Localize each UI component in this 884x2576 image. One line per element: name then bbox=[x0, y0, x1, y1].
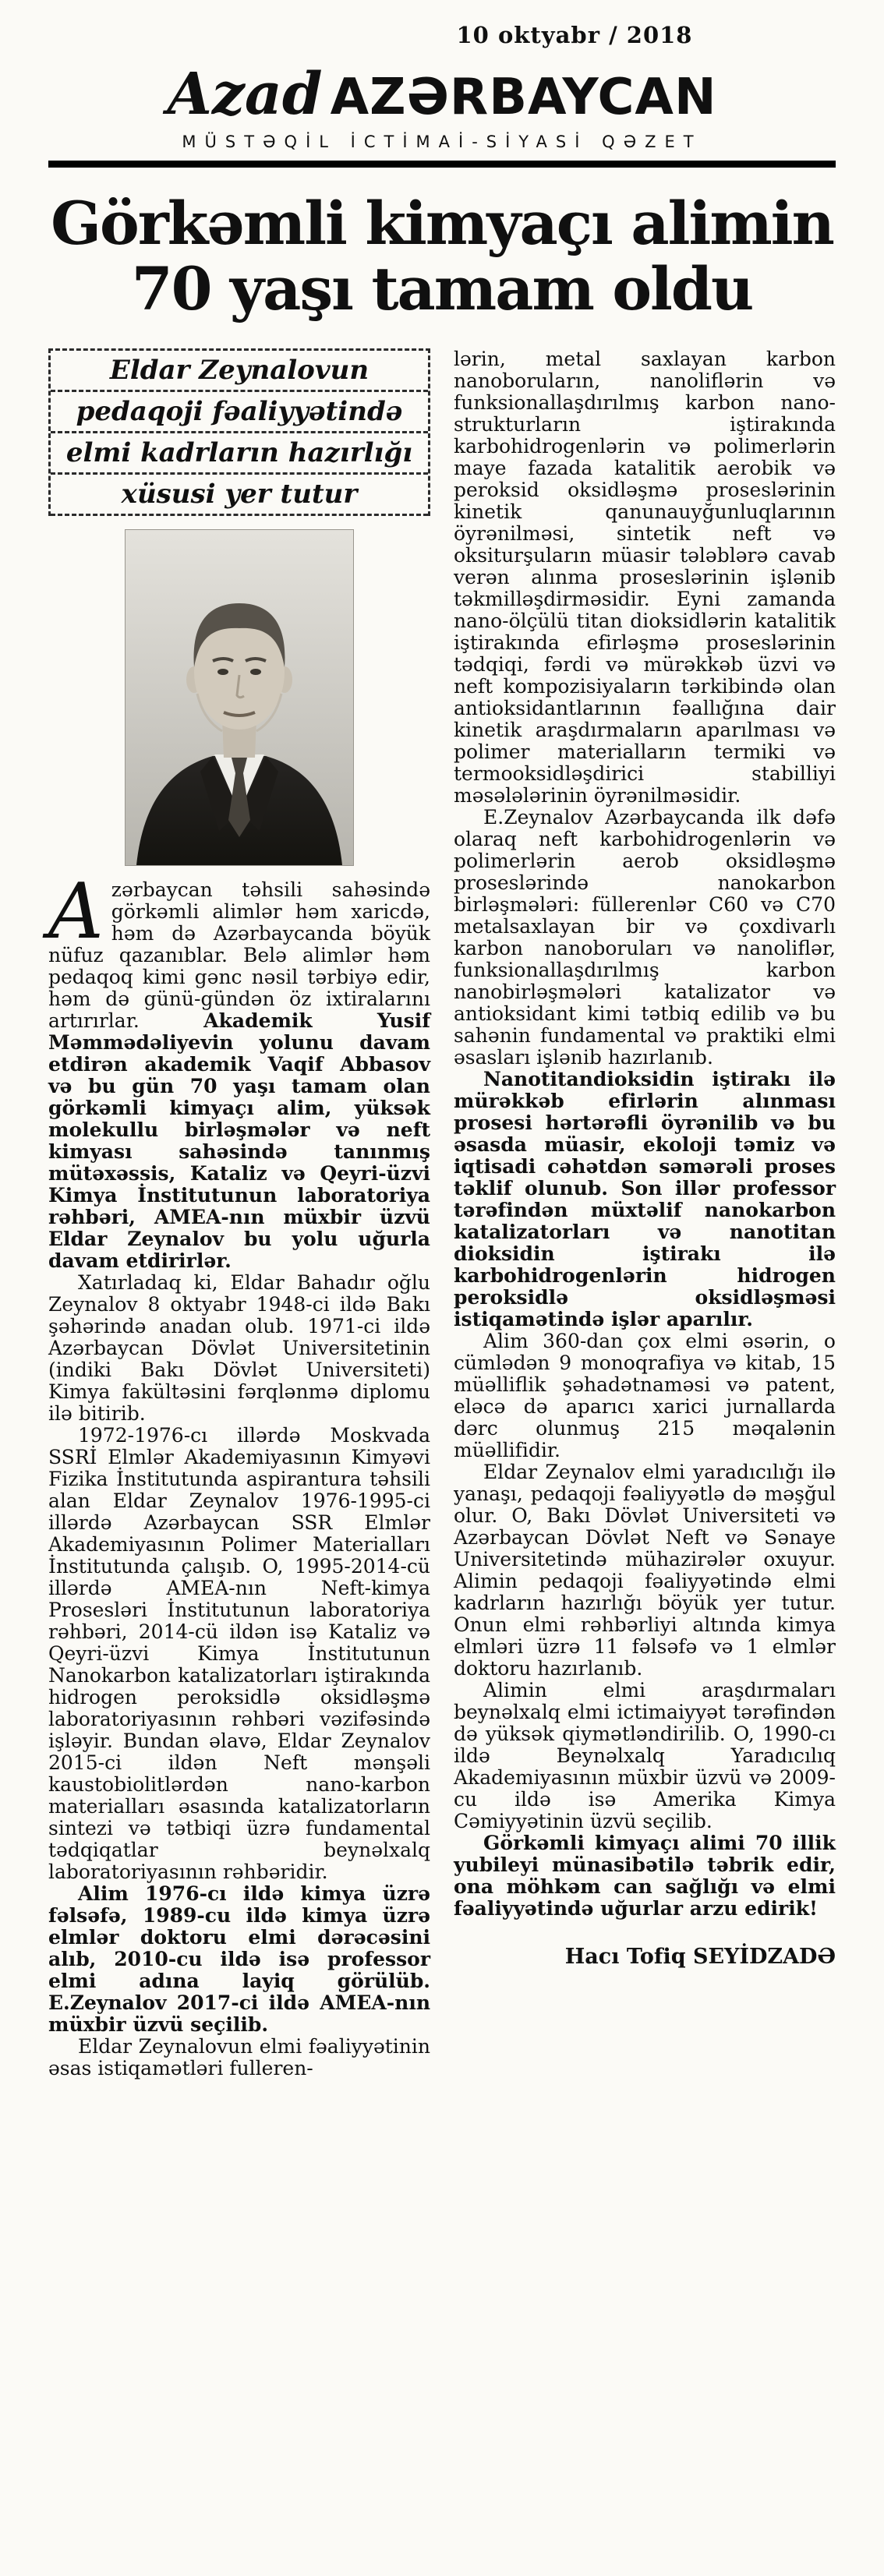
paragraph-right-6: Alimin elmi araşdırmaları beynəlxalq elmi ictimaiyyət tərəfindən də yüksək qiymətləndirilib. O, 1990-cı ildə Beynəlxalq Yaradıcılıq Akademiyasının müxbir üzvü və 2009-cu ildə isə Amerika Kimya Cəmiyyətinin üzvü seçilib. bbox=[454, 1679, 836, 1832]
masthead-subtitle: MÜSTƏQİL İCTİMAİ-SİYASİ QƏZET bbox=[182, 133, 702, 151]
headline-line-2: 70 yaşı tamam oldu bbox=[131, 254, 753, 323]
pull-quote-box bbox=[48, 348, 430, 516]
paragraph-intro-bold-text: Akademik Yusif Məmmədəliyevin yolunu davam etdirən akademik Vaqif Abbasov və bu gün 70 yaşı tamam olan görkəmli kimyaçı alim, yüksək molekullu birləşmələr və neft kimyası sahəsində tanınmış mütəxəssis, Kataliz və Qeyri-üzvi Kimya İnstitutunun laboratoriya rəhbəri, AMEA-nın müxbir üzvü Eldar Zeynalov bu yolu uğurla davam etdirirlər. bbox=[48, 1009, 430, 1272]
masthead-subtitle-bar bbox=[48, 133, 836, 168]
masthead bbox=[48, 61, 836, 128]
paragraph-right-1: lərin, metal saxlayan karbon nanoboruların, nanoliflərin və funksionallaşdırılmış karbon nano-strukturların iştirakında karbohidrogenlərin və polimerlərin maye fazada katalitik aerobik və peroksid oksidləşmə proseslərinin kinetik qanunauyğunluqlarının öyrənilməsi, sintetik neft və oksiturşuların müasir tələblərə cavab verən alınma proseslərinin işlənib təkmilləşdirməsidir. Eyni zamanda nano-ölçülü titan dioksidlərin katalitik iştirakında efirləşmə proseslərinin tədqiqi, fərdi və mürəkkəb üzvi və neft kompozisiyaların tərkibində olan antioksidantlarının fəallığına dair kinetik araşdırmaların aparılması və polimer materialların termiki və termooksidləşdirici stabilliyi məsələlərinin öyrənilməsidir. bbox=[454, 348, 836, 807]
right-column bbox=[454, 348, 836, 2080]
paragraph-left-5: Eldar Zeynalovun elmi fəaliyyətinin əsas istiqamətləri fulleren- bbox=[48, 2035, 430, 2080]
paragraph-right-4: Alim 360-dan çox elmi əsərin, o cümlədən 9 monoqrafiya və kitab, 15 müəlliflik şəhadətnaməsi və patent, eləcə də aparıcı xarici jurnallarda dərc olunmuş 215 məqalənin müəllifidir. bbox=[454, 1330, 836, 1461]
paragraph-right-3: Nanotitandioksidin iştirakı ilə mürəkkəb efirlərin alınması prosesi hərtərəfli öyrənilib və bu əsasda müasir, ekoloji təmiz və iqtisadi cəhətdən səmərəli proses təklif olunub. Son illər professor tərəfindən müxtəlif nanokarbon katalizatorları və nanotitan dioksidin iştirakı ilə karbohidrogenlərin hidrogen peroksidlə oksidləşməsi istiqamətində işlər aparılır. bbox=[454, 1068, 836, 1330]
paragraph-left-2: Xatırladaq ki, Eldar Bahadır oğlu Zeynalov 8 oktyabr 1948-ci ildə Bakı şəhərində anadan olub. 1971-ci ildə Azərbaycan Dövlət Universitetinin (indiki Bakı Dövlət Universiteti) Kimya fakültəsini fərqlənmə diplomu ilə bitirib. bbox=[48, 1271, 430, 1425]
left-column bbox=[48, 348, 430, 2080]
paragraph-right-2: E.Zeynalov Azərbaycanda ilk dəfə olaraq neft karbohidrogenlərin və polimerlərin aerob oksidləşmə proseslərində nanokarbon birləşmələri: füllerenlər C60 və C70 metalsaxlayan bir və çoxdivarlı karbon nanoboruları və nanoliflər, funksionallaşdırılmış karbon nanobirləşmələri katalizator və antioksidant kimi tətbiq edilib və bu sahənin fundamental və praktiki elmi əsasları işlənib hazırlanıb. bbox=[454, 806, 836, 1069]
issue-date: 10 oktyabr / 2018 bbox=[456, 22, 693, 48]
paragraph-left-3: 1972-1976-cı illərdə Moskvada SSRİ Elmlər Akademiyasının Kimyəvi Fizika İnstitutunda aspirantura təhsili alan Eldar Zeynalov 1976-1995-ci illərdə Azərbaycan SSR Elmlər Akademiyasının Polimer Materialları İnstitutunda çalışıb. O, 1995-2014-cü illərdə AMEA-nın Neft-kimya Prosesləri İnstitutunun laboratoriya rəhbəri, 2014-cü ildən isə Kataliz və Qeyri-üzvi Kimya İnstitutunun Nanokarbon katalizatorları iştirakında hidrogen peroksidlə oksidləşmə laboratoriyasının rəhbəri vəzifəsində işləyir. Bundan əlavə, Eldar Zeynalov 2015-ci ildən Neft mənşəli kaustobiolitlərdən nano-karbon materialları əsasında katalizatorların sintezi və tətbiqi üzrə fundamental tədqiqatlar beynəlxalq laboratoriyasının rəhbəridir. bbox=[48, 1424, 430, 1883]
pull-quote-line-2: pedaqoji fəaliyyətində bbox=[51, 392, 428, 433]
masthead-word-azad: Azad bbox=[167, 61, 323, 128]
paragraph-intro bbox=[48, 868, 430, 1272]
pull-quote-line-3: elmi kadrların hazırlığı bbox=[51, 433, 428, 475]
portrait-photo bbox=[48, 530, 430, 865]
article-headline bbox=[48, 191, 836, 322]
headline-line-1: Görkəmli kimyaçı alimin bbox=[51, 189, 833, 258]
masthead-word-azerbaycan: AZƏRBAYCAN bbox=[330, 69, 717, 126]
portrait-photo-image bbox=[126, 530, 353, 865]
paragraph-right-7: Görkəmli kimyaçı alimi 70 illik yubileyi münasibətilə təbrik edir, ona möhkəm can sağlığı və elmi fəaliyyətində uğurlar arzu edirik! bbox=[454, 1832, 836, 1920]
paragraph-left-4: Alim 1976-cı ildə kimya üzrə fəlsəfə, 1989-cu ildə kimya üzrə elmlər doktoru elmi dərəcəsini alıb, 2010-cu ildə isə professor elmi adına layiq görülüb. E.Zeynalov 2017-ci ildə AMEA-nın müxbir üzvü seçilib. bbox=[48, 1882, 430, 2036]
pull-quote-line-4: xüsusi yer tutur bbox=[51, 475, 428, 516]
byline: Hacı Tofiq SEYİDZADƏ bbox=[564, 1945, 836, 1969]
drop-cap: A bbox=[48, 868, 104, 956]
article-body bbox=[48, 348, 836, 2080]
paragraph-right-5: Eldar Zeynalov elmi yaradıcılığı ilə yanaşı, pedaqoji fəaliyyətlə də məşğul olur. O, Bakı Dövlət Universiteti və Azərbaycan Dövlət Neft və Sənaye Universitetində mühazirələr oxuyur. Alimin pedaqoji fəaliyyətində elmi kadrların hazırlığı böyük yer tutur. Onun elmi rəhbərliyi altında kimya elmləri üzrə 11 fəlsəfə və 1 elmlər doktoru hazırlanıb. bbox=[454, 1461, 836, 1680]
paragraph-intro-text: zərbaycan təhsili sahəsində görkəmli alimlər həm xaricdə, həm də Azərbaycanda böyük nüfuz qazanıblar. Belə alimlər həm pedaqoq kimi gənc nəsil tərbiyə edir, həm də günü-gündən öz ixtiralarını artırırlar. bbox=[48, 878, 430, 1032]
pull-quote-line-1: Eldar Zeynalovun bbox=[51, 351, 428, 392]
